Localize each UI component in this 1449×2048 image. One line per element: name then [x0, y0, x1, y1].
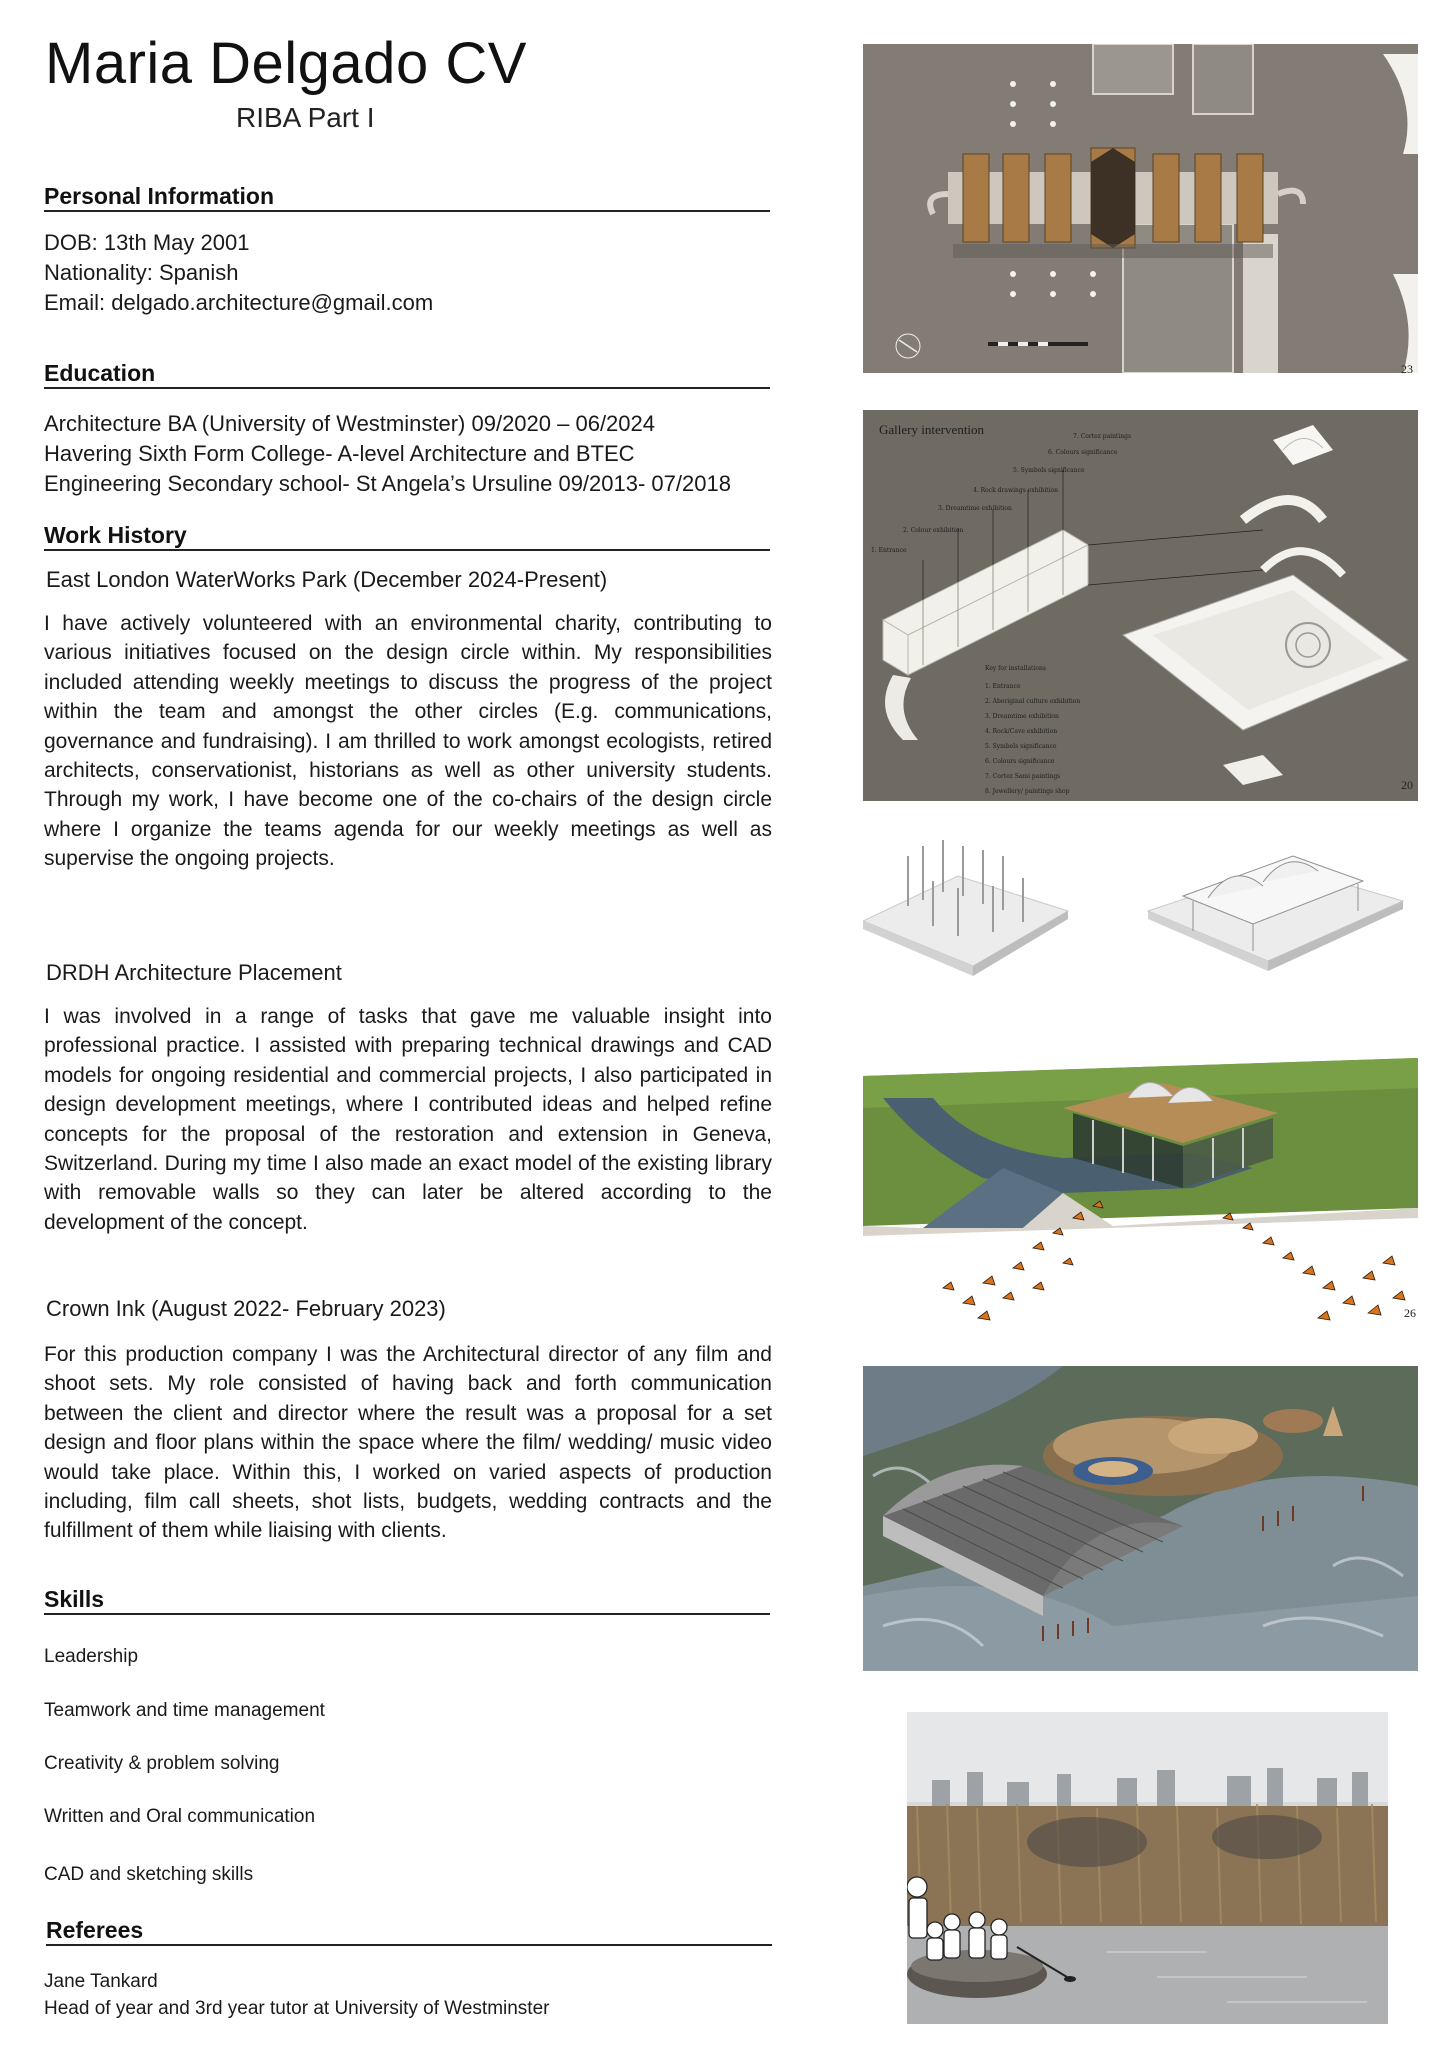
page-number: 26	[1404, 1306, 1416, 1320]
nationality-text: Nationality: Spanish	[44, 260, 239, 285]
cv-subtitle: RIBA Part I	[236, 102, 375, 133]
svg-text:3. Dreamtime exhibition: 3. Dreamtime exhibition	[938, 505, 1012, 512]
education-item: Havering Sixth Form College- A-level Architecture and BTEC	[44, 441, 635, 466]
section-heading-referees: Referees	[46, 1917, 772, 1946]
personal-info	[44, 228, 433, 318]
svg-text:7. Cortez Sami paintings: 7. Cortez Sami paintings	[985, 773, 1061, 780]
education-item: Engineering Secondary school- St Angela’s Ursuline 09/2013- 07/2018	[44, 471, 731, 496]
svg-text:6. Colours significance: 6. Colours significance	[1048, 449, 1118, 456]
email-text: Email: delgado.architecture@gmail.com	[44, 290, 434, 315]
referee-name: Jane Tankard	[44, 1971, 158, 1992]
svg-text:2. Aboriginal culture exhibiti: 2. Aboriginal culture exhibition	[985, 698, 1081, 705]
job-title: Crown Ink (August 2022- February 2023)	[46, 1296, 446, 1321]
job-description: I have actively volunteered with an environmental charity, contributing to various initiatives focused on the design circle within. My responsibilities included attending weekly meetings to discuss the progress of the project within the team and amongst the other circles (E.g. communications, governance and fundraising). I am thrilled to work amongst ecologists, retired architects, conservationist, historians as well as other university students. Through my work, I have become one of the co-chairs of the design circle where I organize the teams agenda for our weekly meetings as well as supervise the ongoing projects.	[44, 612, 772, 871]
job-description: I was involved in a range of tasks that gave me valuable insight into professional practice. I assisted with preparing technical drawings and CAD models for ongoing residential and commercial projects, I also participated in design development meetings, where I contributed ideas and helped refine concepts for the proposal of the restoration and extension in Geneva, Switzerland. During my time I also made an exact model of the existing library with removable walls so they can later be altered according to the development of the concept.	[44, 1005, 772, 1234]
key-title: Key for installations	[985, 665, 1046, 672]
job-title: DRDH Architecture Placement	[46, 960, 342, 985]
education-item: Architecture BA (University of Westminster) 09/2020 – 06/2024	[44, 411, 655, 436]
svg-text:1. Entrance: 1. Entrance	[871, 547, 907, 554]
svg-text:5. Symbols significance: 5. Symbols significance	[1013, 467, 1085, 474]
portfolio-reeds-image	[907, 1712, 1388, 2024]
skill-item: Leadership	[44, 1646, 139, 1667]
skill-item: Written and Oral communication	[44, 1806, 316, 1827]
referee-role: Head of year and 3rd year tutor at University of Westminster	[44, 1998, 550, 2019]
skill-item: Creativity & problem solving	[44, 1753, 280, 1774]
section-heading-personal: Personal Information	[44, 183, 770, 212]
cv-name: Maria Delgado CV	[45, 31, 527, 96]
section-heading-education: Education	[44, 360, 770, 389]
portfolio-models-image	[863, 826, 1418, 981]
job-title: East London WaterWorks Park (December 2024-Present)	[46, 567, 608, 592]
page-number: 23	[1401, 362, 1413, 376]
gallery-title: Gallery intervention	[879, 422, 985, 437]
education-list	[44, 409, 731, 499]
referee-info	[44, 1968, 549, 2022]
job-description: For this production company I was the Architectural director of any film and shoot sets. My role consisted of having back and forth communication between the client and director where the result was a proposal for a set design and floor plans within the space where the film/ wedding/ music video would take place. Within this, I worked on varied aspects of production including, film call sheets, shot lists, budgets, wedding contracts and the fulfillment of them while liaising with clients.	[44, 1343, 772, 1543]
section-heading-skills: Skills	[44, 1586, 770, 1615]
portfolio-pavilion-image	[863, 1058, 1418, 1338]
svg-text:8. Jewellery/ paintings shop: 8. Jewellery/ paintings shop	[985, 788, 1070, 795]
svg-text:2. Colour exhibition: 2. Colour exhibition	[903, 527, 964, 534]
portfolio-plan-image	[863, 44, 1418, 373]
svg-text:4. Rock drawings exhibition: 4. Rock drawings exhibition	[973, 487, 1058, 494]
svg-text:4. Rock/Cave exhibition: 4. Rock/Cave exhibition	[985, 728, 1058, 735]
section-heading-work: Work History	[44, 522, 770, 551]
portfolio-gallery-image	[863, 410, 1418, 801]
svg-text:1. Entrance: 1. Entrance	[985, 683, 1021, 690]
svg-text:6. Colours significance: 6. Colours significance	[985, 758, 1055, 765]
svg-text:5. Symbols significance: 5. Symbols significance	[985, 743, 1057, 750]
portfolio-landscape-image	[863, 1366, 1418, 1671]
page-number: 20	[1401, 778, 1413, 792]
skill-item: CAD and sketching skills	[44, 1864, 254, 1885]
svg-text:7. Cortez paintings: 7. Cortez paintings	[1073, 433, 1132, 440]
svg-text:3. Dreamtime exhibition: 3. Dreamtime exhibition	[985, 713, 1059, 720]
dob-text: DOB: 13th May 2001	[44, 230, 250, 255]
skill-item: Teamwork and time management	[44, 1700, 325, 1721]
